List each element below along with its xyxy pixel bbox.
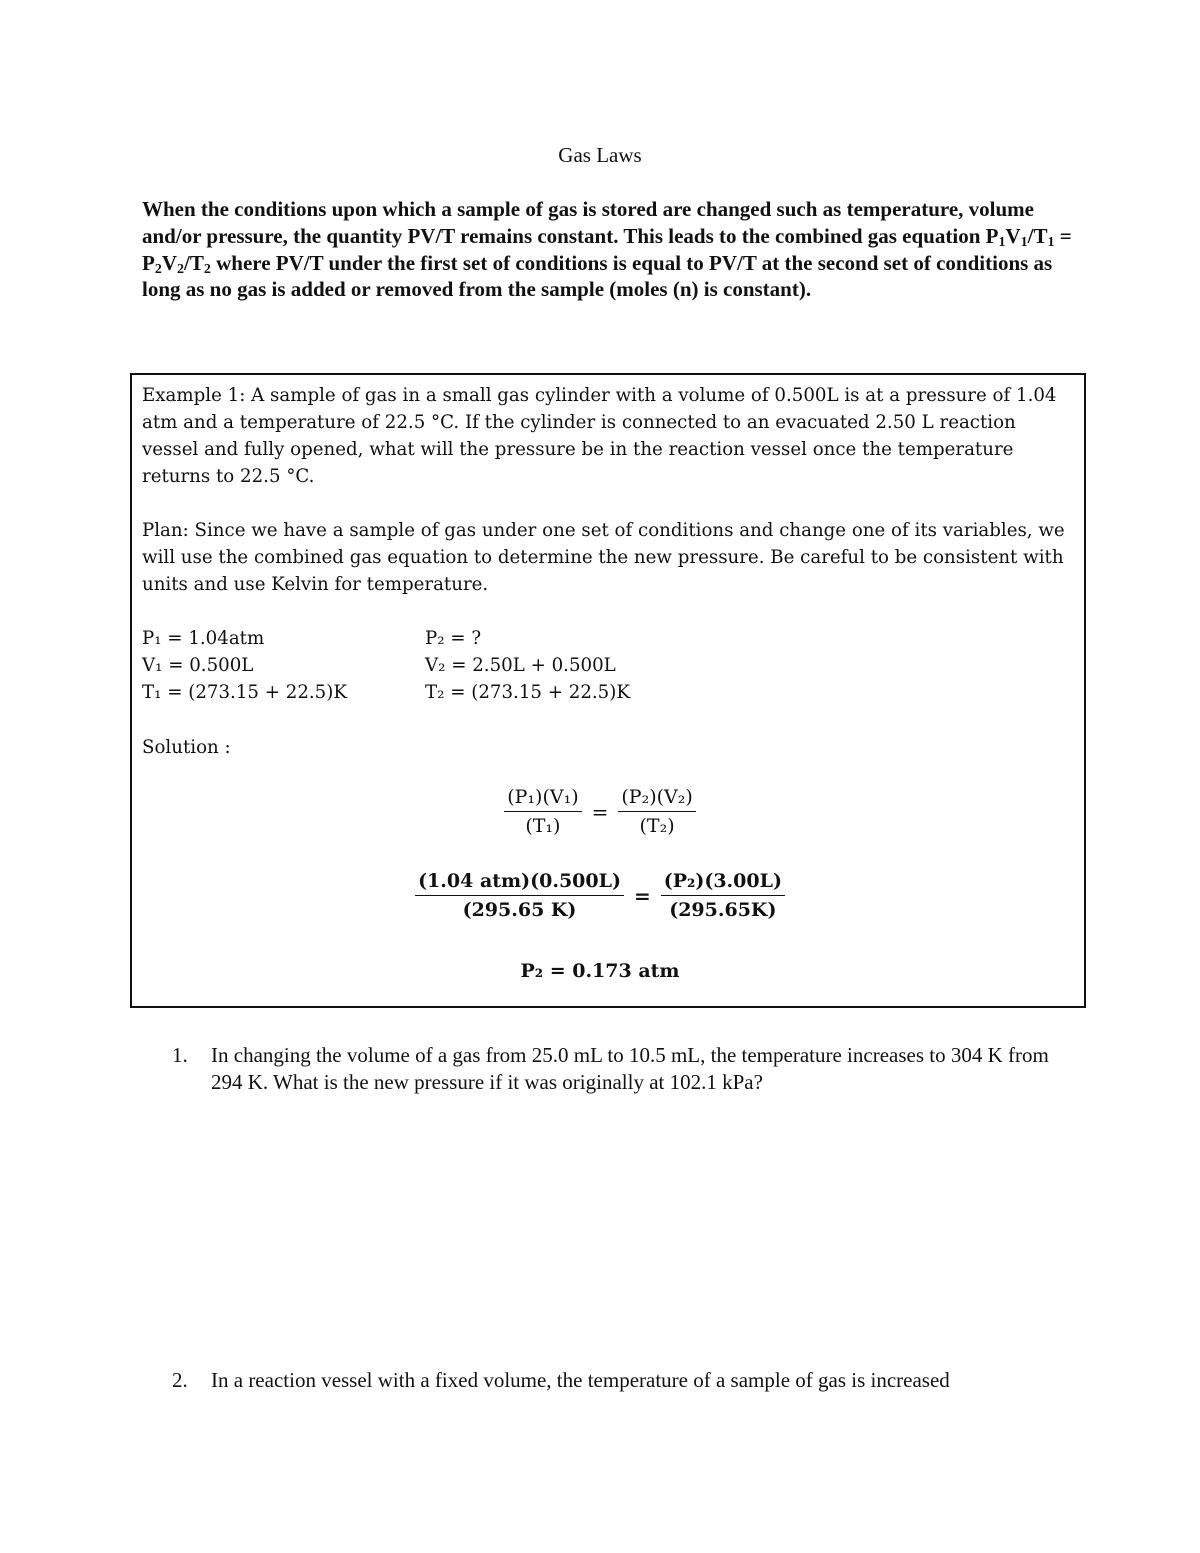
page-title: Gas Laws — [558, 143, 642, 167]
final-volume: V₂ = 2.50L + 0.500L — [425, 655, 616, 676]
question-number: 2. — [172, 1368, 188, 1392]
question-number: 1. — [172, 1043, 188, 1067]
question-text: In changing the volume of a gas from 25.0 mL to 10.5 mL, the temperature increases to 304 K from 294 K. What is the new pressure if it was originally at 102.1 kPa? — [211, 1043, 1049, 1094]
variables-list — [142, 625, 742, 706]
plan-text: Plan: Since we have a sample of gas under one set of conditions and change one of its variables, we will use the combined gas equation to determine the new pressure. Be careful to be consistent with units and use Kelvin for temperature. — [142, 520, 1065, 595]
final-pressure: P₂ = ? — [425, 628, 482, 649]
initial-temperature: T₁ = (273.15 + 22.5)K — [142, 682, 347, 703]
example-text: Example 1: A sample of gas in a small gas cylinder with a volume of 0.500L is at a pressure of 1.04 atm and a temperature of 22.5 °C. If the cylinder is connected to an evacuated 2.50 L reaction vessel and fully opened, what will the pressure be in the reaction vessel once the temperature returns to 22.5 °C. — [142, 385, 1057, 487]
variable-row — [142, 652, 742, 679]
right-fraction: $\frac{\text{(P₂)(V₂)}}{\text{(T₂)}}$ — [618, 786, 695, 837]
combined-gas-equation: $\frac{\text{(P₁)(V₁)}}{\text{(T₁)}}$ = $\frac{\text{(P₂)(V₂)}}{\text{(T₂)}}$ — [0, 786, 1200, 837]
solution-label: Solution : — [142, 737, 231, 758]
answer-equation: P₂ = 0.173 atm — [520, 960, 680, 982]
initial-pressure: P₁ = 1.04atm — [142, 628, 265, 649]
question-item — [172, 1042, 1072, 1096]
substituted-equation: $\frac{\text{(1.04 atm)(0.500L)}}{(295.65 K)}$ = $\frac{\text{(P₂)(3.00L)}}{(295.65K)}$ — [0, 870, 1200, 921]
variable-row — [142, 679, 742, 706]
question-text: In a reaction vessel with a fixed volume, the temperature of a sample of gas is increased — [211, 1368, 950, 1392]
left-fraction: $\frac{\text{(P₁)(V₁)}}{\text{(T₁)}}$ — [504, 786, 581, 837]
variable-row — [142, 625, 742, 652]
right-fraction: $\frac{\text{(P₂)(3.00L)}}{(295.65K)}$ — [661, 870, 785, 921]
intro-paragraph: When the conditions upon which a sample of gas is stored are changed such as temperature, volume and/or pressure, the quantity PV/T remains constant. This leads to the combined gas equation $P_1V_1/T_1 = P_2V_2/T_2$ where PV/T under the first set of conditions is equal to PV/T at the second set of conditions as long as no gas is added or removed from the sample (moles (n) is constant). — [142, 197, 1072, 302]
final-temperature: T₂ = (273.15 + 22.5)K — [425, 682, 630, 703]
initial-volume: V₁ = 0.500L — [142, 655, 254, 676]
question-item — [172, 1367, 1072, 1394]
left-fraction: $\frac{\text{(1.04 atm)(0.500L)}}{(295.65 K)}$ — [415, 870, 624, 921]
